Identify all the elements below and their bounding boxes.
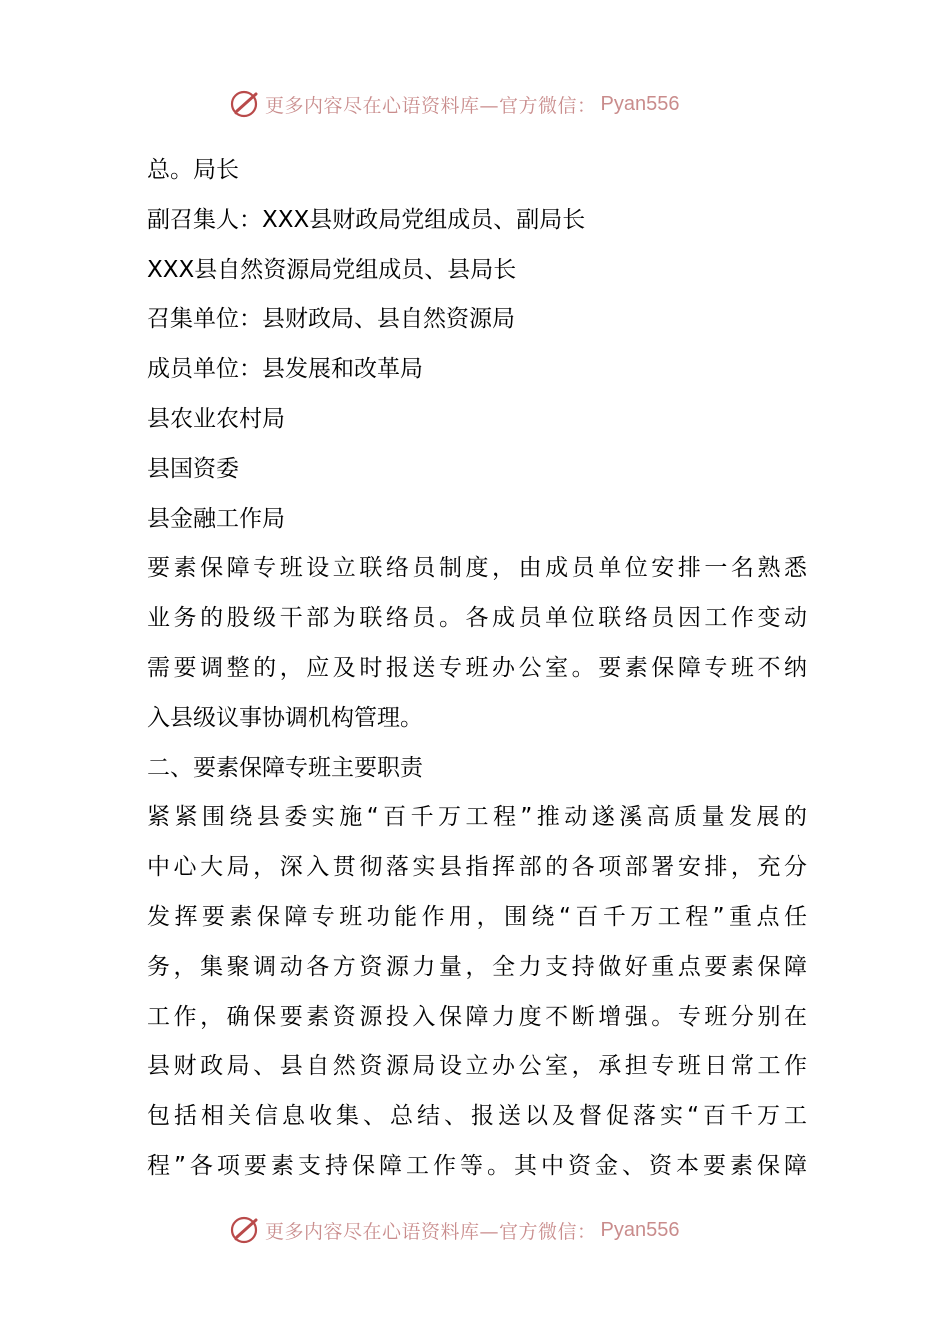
text-line: 包括相关信息收集、总结、报送以及督促落实“百千万工 — [147, 1103, 807, 1130]
section-heading: 二、要素保障专班主要职责 — [147, 754, 423, 781]
text-line: 业务的股级干部为联络员。各成员单位联络员因工作变动 — [147, 605, 807, 632]
header-banner — [229, 84, 749, 124]
text-line: 程”各项要素支持保障工作等。其中资金、资本要素保障 — [147, 1152, 807, 1179]
text-line: 要素保障专班设立联络员制度，由成员单位安排一名熟悉 — [147, 555, 807, 582]
text-line: 工作，确保要素资源投入保障力度不断增强。专班分别在 — [147, 1003, 807, 1030]
text-line: 县金融工作局 — [147, 505, 285, 532]
pen-logo-icon — [229, 87, 263, 121]
pen-logo-icon — [229, 1213, 263, 1247]
text-line: 县财政局、县自然资源局设立办公室，承担专班日常工作 — [147, 1053, 807, 1080]
text-line: XXX县自然资源局党组成员、县局长 — [147, 256, 517, 283]
text-line: 紧紧围绕县委实施“百千万工程”推动遂溪高质量发展的 — [147, 804, 807, 831]
footer-banner-text: 更多内容尽在心语资料库—官方微信： — [265, 1220, 597, 1243]
text-line: 务，集聚调动各方资源力量，全力支持做好重点要素保障 — [147, 953, 807, 980]
text-line: 县国资委 — [147, 455, 239, 482]
text-line: 总。局长 — [147, 157, 239, 183]
header-banner-text: 更多内容尽在心语资料库—官方微信： — [265, 94, 597, 117]
header-wechat-id: Pyan556 — [600, 92, 680, 115]
text-line: 成员单位：县发展和改革局 — [147, 356, 423, 383]
footer-wechat-id: Pyan556 — [600, 1218, 680, 1241]
text-line: 需要调整的，应及时报送专班办公室。要素保障专班不纳 — [147, 654, 807, 681]
text-line: 召集单位：县财政局、县自然资源局 — [147, 306, 515, 333]
text-line: 中心大局，深入贯彻落实县指挥部的各项部署安排，充分 — [147, 854, 807, 881]
text-line: 县农业农村局 — [147, 405, 285, 432]
text-line: 发挥要素保障专班功能作用，围绕“百千万工程”重点任 — [147, 903, 807, 930]
document-body — [147, 146, 807, 1192]
text-line: 副召集人：XXX县财政局党组成员、副局长 — [147, 206, 586, 233]
footer-banner — [229, 1210, 749, 1250]
text-line: 入县级议事协调机构管理。 — [147, 704, 423, 731]
